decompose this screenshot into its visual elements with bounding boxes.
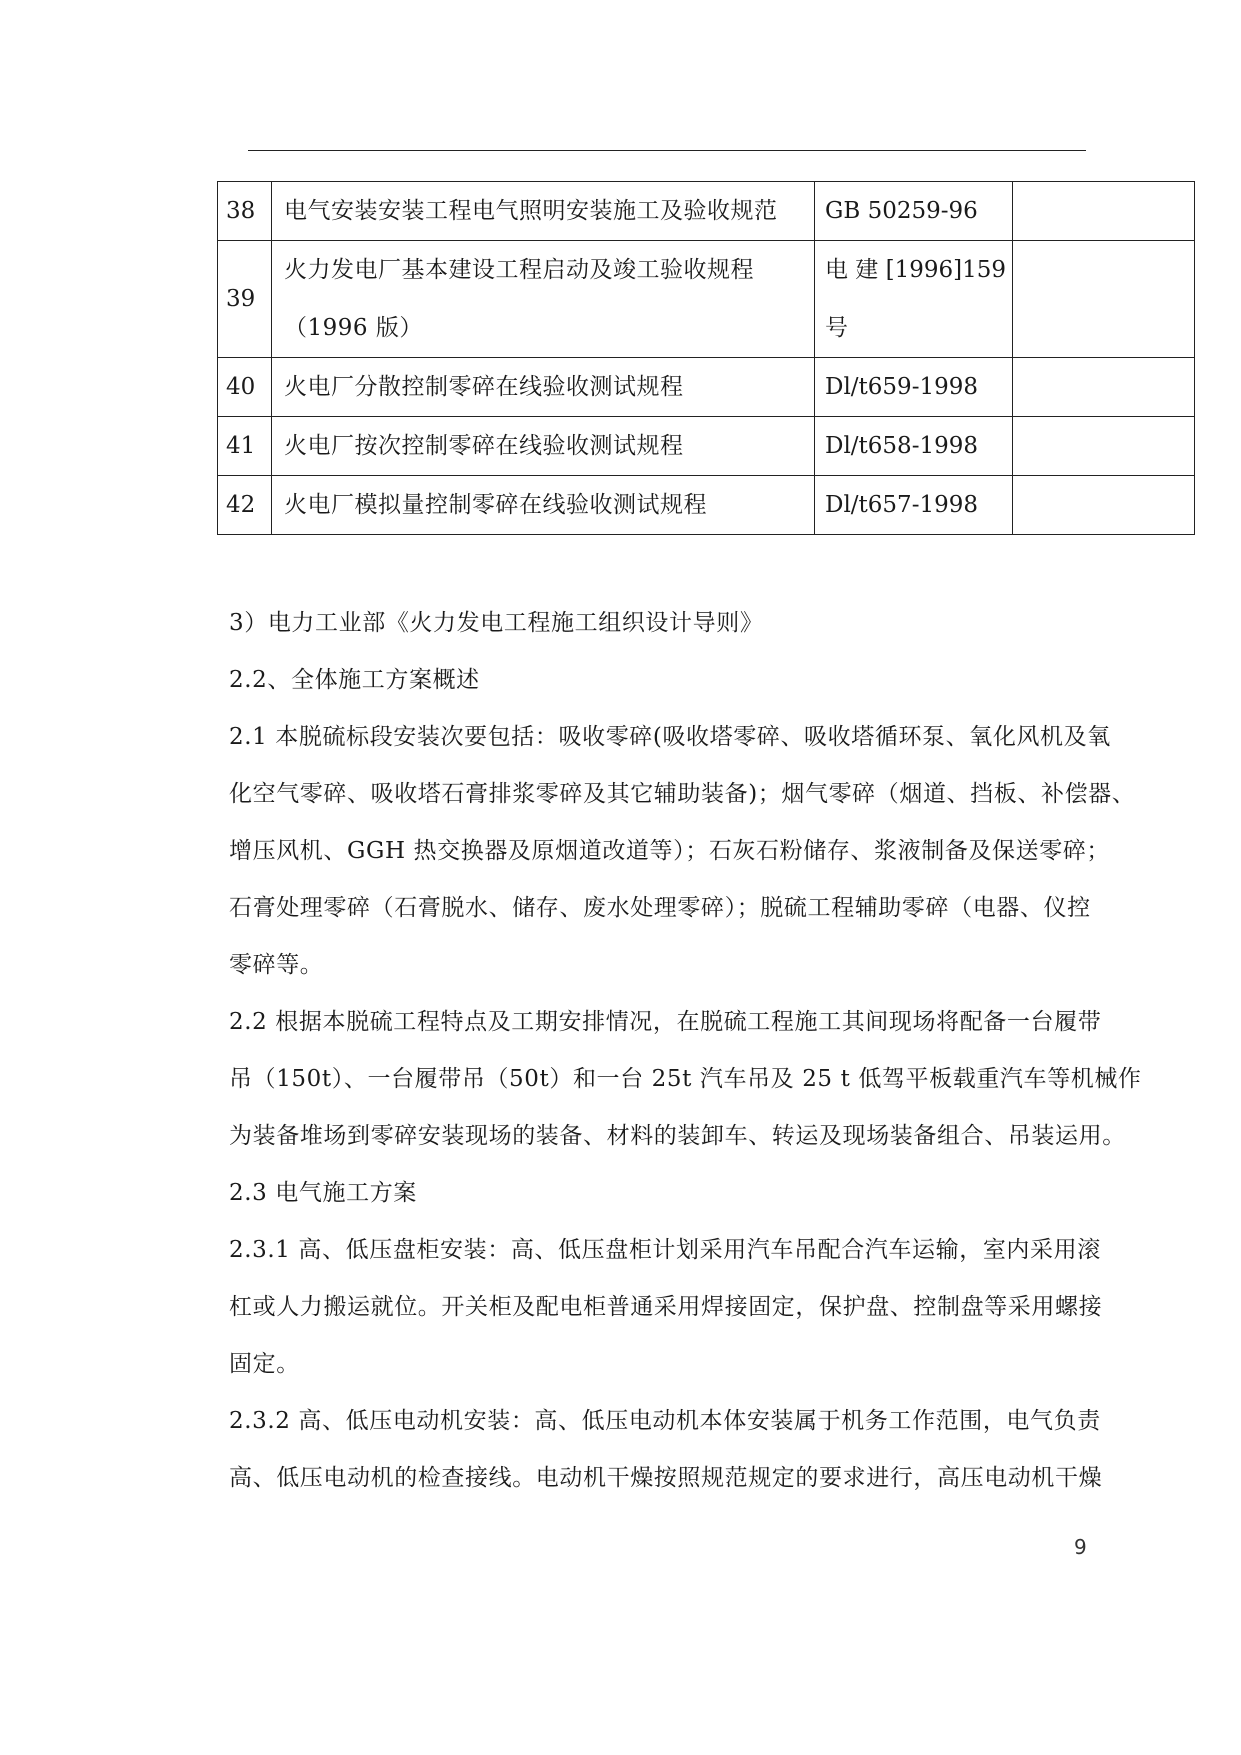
page-number: 9 bbox=[1074, 1535, 1087, 1559]
standard-name: 火电厂分散控制零碎在线验收测试规程 bbox=[272, 358, 815, 417]
standard-code: GB 50259-96 bbox=[815, 182, 1013, 241]
row-number: 40 bbox=[218, 358, 272, 417]
table-row bbox=[218, 358, 1195, 417]
body-line: 化空气零碎、吸收塔石膏排浆零碎及其它辅助装备)；烟气零碎（烟道、挡板、补偿器、 bbox=[229, 781, 1136, 807]
body-line: 固定。 bbox=[229, 1351, 300, 1377]
standard-name-line: （1996 版） bbox=[284, 315, 423, 341]
section-heading: 2.2、全体施工方案概述 bbox=[229, 667, 480, 693]
body-line: 吊（150t）、一台履带吊（50t）和一台 25t 汽车吊及 25 t 低驾平板载重汽车等机械作 bbox=[229, 1066, 1142, 1092]
body-line: 2.3.2 高、低压电动机安装：高、低压电动机本体安装属于机务工作范围，电气负责 bbox=[229, 1408, 1101, 1434]
standard-code-line: 号 bbox=[825, 315, 848, 341]
standard-code: Dl/t658-1998 bbox=[815, 417, 1013, 476]
standard-note bbox=[1013, 182, 1195, 241]
row-number: 42 bbox=[218, 476, 272, 535]
body-line: 2.2 根据本脱硫工程特点及工期安排情况，在脱硫工程施工其间现场将配备一台履带 bbox=[229, 1009, 1102, 1035]
standard-note bbox=[1013, 417, 1195, 476]
standard-code-line: 电 建 [1996]159 bbox=[825, 257, 1007, 283]
standard-name: 火电厂按次控制零碎在线验收测试规程 bbox=[272, 417, 815, 476]
body-line: 杠或人力搬运就位。开关柜及配电柜普通采用焊接固定，保护盘、控制盘等采用螺接 bbox=[229, 1294, 1103, 1320]
table-row bbox=[218, 241, 1195, 358]
standard-name-line: 火力发电厂基本建设工程启动及竣工验收规程 bbox=[284, 257, 754, 283]
standard-note bbox=[1013, 241, 1195, 358]
standard-name: 火电厂模拟量控制零碎在线验收测试规程 bbox=[272, 476, 815, 535]
standard-code: Dl/t657-1998 bbox=[815, 476, 1013, 535]
standard-name: 电气安装安装工程电气照明安装施工及验收规范 bbox=[272, 182, 815, 241]
standard-note bbox=[1013, 476, 1195, 535]
header-rule bbox=[248, 150, 1086, 151]
section-heading: 2.3 电气施工方案 bbox=[229, 1180, 417, 1206]
standard-code: Dl/t659-1998 bbox=[815, 358, 1013, 417]
standards-table bbox=[217, 181, 1195, 535]
standard-note bbox=[1013, 358, 1195, 417]
standard-code bbox=[815, 241, 1013, 358]
body-line: 零碎等。 bbox=[229, 952, 324, 978]
row-number: 38 bbox=[218, 182, 272, 241]
table-row bbox=[218, 417, 1195, 476]
body-line: 2.1 本脱硫标段安装次要包括：吸收零碎(吸收塔零碎、吸收塔循环泵、氧化风机及氧 bbox=[229, 724, 1111, 750]
body-text bbox=[229, 595, 1142, 1507]
body-line: 2.3.1 高、低压盘柜安装：高、低压盘柜计划采用汽车吊配合汽车运输，室内采用滚 bbox=[229, 1237, 1101, 1263]
body-line: 为装备堆场到零碎安装现场的装备、材料的装卸车、转运及现场装备组合、吊装运用。 bbox=[229, 1123, 1126, 1149]
body-line: 石膏处理零碎（石膏脱水、储存、废水处理零碎）；脱硫工程辅助零碎（电器、仪控 bbox=[229, 895, 1091, 921]
row-number: 41 bbox=[218, 417, 272, 476]
row-number: 39 bbox=[218, 241, 272, 358]
standard-name bbox=[272, 241, 815, 358]
body-line: 3）电力工业部《火力发电工程施工组织设计导则》 bbox=[229, 610, 764, 636]
table-row bbox=[218, 476, 1195, 535]
body-line: 高、低压电动机的检查接线。电动机干燥按照规范规定的要求进行，高压电动机干燥 bbox=[229, 1465, 1103, 1491]
body-line: 增压风机、GGH 热交换器及原烟道改道等）；石灰石粉储存、浆液制备及保送零碎； bbox=[229, 838, 1111, 864]
table-row bbox=[218, 182, 1195, 241]
